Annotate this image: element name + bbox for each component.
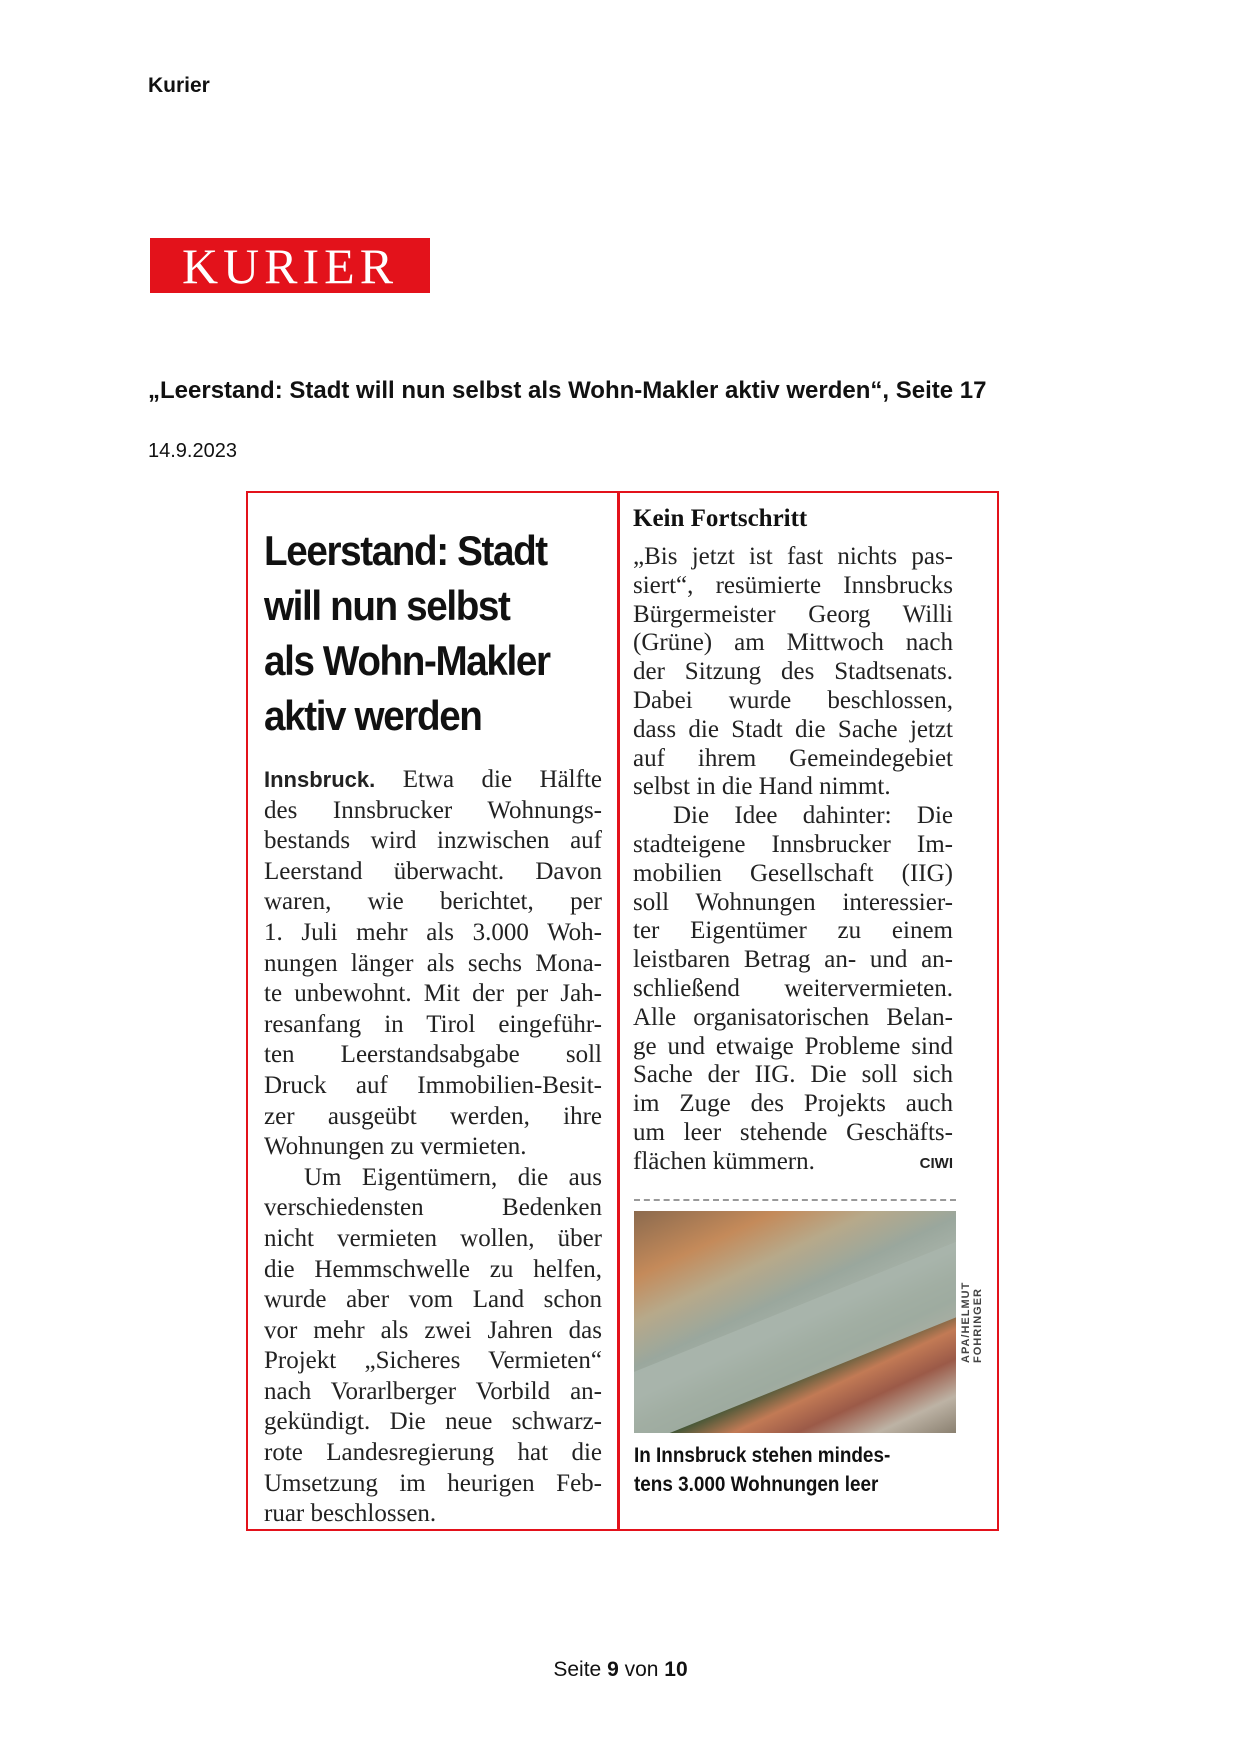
- body-line: [633, 946, 953, 975]
- body-line-text: Umsetzung im heurigen Feb-: [264, 1469, 602, 1497]
- body-line-text: nungen länger als sechs Mona-: [264, 949, 602, 977]
- body-line: [264, 1010, 602, 1041]
- body-line-text: gekündigt. Die neue schwarz-: [264, 1408, 602, 1436]
- body-line: [633, 745, 953, 774]
- body-line: [264, 887, 602, 918]
- headline-line: aktiv werden: [264, 692, 482, 739]
- body-line-text: ten Leerstandsabgabe soll: [264, 1041, 602, 1069]
- article-right-column: [617, 491, 999, 1531]
- current-page: 9: [607, 1658, 619, 1681]
- body-line: [264, 1255, 602, 1286]
- body-line-text: Um Eigentümern, die aus: [304, 1163, 602, 1191]
- body-line-text: um leer stehende Geschäfts-: [633, 1118, 953, 1146]
- page-footer: [0, 1658, 1241, 1682]
- dateline: Innsbruck.: [264, 767, 376, 792]
- body-line-text: Die Idee dahinter: Die: [673, 802, 953, 830]
- document-title: „Leerstand: Stadt will nun selbst als Wohn-Makler aktiv werden“, Seite 17: [148, 377, 987, 404]
- headline-line: als Wohn-Makler: [264, 637, 550, 684]
- body-line: [633, 1090, 953, 1119]
- logo-text: KURIER: [181, 237, 399, 294]
- body-line-text: ter Eigentümer zu einem: [633, 917, 953, 945]
- body-line: [633, 1119, 953, 1148]
- body-line: [633, 773, 953, 802]
- body-line-text: flächen kümmern.: [633, 1147, 815, 1175]
- body-line: [264, 1132, 602, 1163]
- body-line: [633, 687, 953, 716]
- body-line-text: waren, wie berichtet, per: [264, 888, 602, 916]
- body-line-text: Etwa die Hälfte: [375, 766, 602, 793]
- body-line: [264, 1040, 602, 1071]
- body-line: [264, 1224, 602, 1255]
- body-line-text: leistbaren Betrag an- und an-: [633, 946, 953, 974]
- body-line: [264, 1377, 602, 1408]
- article-body-right: [633, 543, 953, 1177]
- body-line-text: Alle organisatorischen Belan-: [633, 1003, 953, 1031]
- body-line: [633, 629, 953, 658]
- body-line-text: im Zuge des Projekts auch: [633, 1090, 953, 1118]
- body-line: [633, 658, 953, 687]
- body-line: [264, 1102, 602, 1133]
- body-line-text: ge und etwaige Probleme sind: [633, 1032, 953, 1060]
- body-line-text: siert“, resümierte Innsbrucks: [633, 571, 953, 599]
- article-subhead: Kein Fortschritt: [633, 505, 808, 532]
- body-line: [264, 765, 602, 796]
- caption-line: tens 3.000 Wohnungen leer: [634, 1473, 879, 1496]
- body-line-text: nicht vermieten wollen, über: [264, 1224, 602, 1252]
- body-line-text: soll Wohnungen interessier-: [633, 888, 953, 916]
- body-line-text: dass die Stadt die Sache jetzt: [633, 715, 953, 743]
- body-line: [633, 975, 953, 1004]
- body-line-text: te unbewohnt. Mit der per Jah-: [264, 980, 602, 1008]
- innsbruck-aerial-photo: [634, 1211, 956, 1433]
- body-line-text: die Hemmschwelle zu helfen,: [264, 1255, 602, 1283]
- body-line-text: wurde aber vom Land schon: [264, 1286, 602, 1314]
- headline-line: Leerstand: Stadt: [264, 527, 547, 574]
- body-line: [264, 918, 602, 949]
- river-shape: [634, 1230, 956, 1433]
- body-line: [264, 1316, 602, 1347]
- total-pages: 10: [664, 1658, 688, 1681]
- body-line: [264, 1407, 602, 1438]
- body-line: [633, 543, 953, 572]
- body-line: [264, 1071, 602, 1102]
- body-line-text: selbst in die Hand nimmt.: [633, 773, 891, 801]
- headline-line: will nun selbst: [264, 582, 510, 629]
- body-line-text: zer ausgeübt werden, ihre: [264, 1102, 602, 1130]
- body-line-text: ruar beschlossen.: [264, 1500, 437, 1528]
- body-line-text: (Grüne) am Mittwoch nach: [633, 629, 953, 657]
- body-line-text: Leerstand überwacht. Davon: [264, 857, 602, 885]
- body-line-text: vor mehr als zwei Jahren das: [264, 1316, 602, 1344]
- body-line: [264, 1438, 602, 1469]
- body-line: [264, 1346, 602, 1377]
- body-line: [633, 572, 953, 601]
- body-line-text: rote Landesregierung hat die: [264, 1439, 602, 1467]
- body-line: [264, 826, 602, 857]
- document-date: 14.9.2023: [148, 440, 237, 462]
- photo-credit: APA/HELMUT FOHRINGER: [960, 1281, 984, 1363]
- body-line: [264, 1469, 602, 1500]
- body-line: [633, 1004, 953, 1033]
- body-line: [264, 1163, 602, 1194]
- body-line-text: verschiedensten Bedenken: [264, 1194, 602, 1222]
- body-line-text: auf ihrem Gemeindegebiet: [633, 744, 953, 772]
- body-line-text: Bürgermeister Georg Willi: [633, 600, 953, 628]
- divider: [634, 1199, 956, 1201]
- body-line-text: Dabei wurde beschlossen,: [633, 686, 953, 714]
- body-line: [264, 949, 602, 980]
- body-line: [633, 860, 953, 889]
- body-line-text: schließend weitervermieten.: [633, 974, 953, 1002]
- body-line-text: mobilien Gesellschaft (IIG): [633, 859, 953, 887]
- source-label: Kurier: [148, 74, 210, 97]
- body-line-text: Wohnungen zu vermieten.: [264, 1133, 527, 1161]
- body-line: [264, 1193, 602, 1224]
- kurier-logo: [150, 238, 430, 293]
- body-line: [264, 796, 602, 827]
- body-line-text: Druck auf Immobilien-Besit-: [264, 1071, 602, 1099]
- author-initials: CIWI: [919, 1154, 953, 1172]
- photo-caption: [634, 1441, 890, 1499]
- body-line: [633, 716, 953, 745]
- body-line: [264, 1285, 602, 1316]
- body-line: [264, 979, 602, 1010]
- body-line-text: resanfang in Tirol eingeführ-: [264, 1010, 602, 1038]
- footer-middle: von: [618, 1658, 665, 1681]
- article-left-column: [246, 491, 620, 1531]
- body-line-text: nach Vorarlberger Vorbild an-: [264, 1377, 602, 1405]
- body-line: [633, 831, 953, 860]
- article-body-left: [264, 765, 602, 1530]
- body-line-text: Projekt „Sicheres Vermieten“: [264, 1347, 602, 1375]
- body-line-text: stadteigene Innsbrucker Im-: [633, 830, 953, 858]
- body-line-text: Sache der IIG. Die soll sich: [633, 1061, 953, 1089]
- body-line: [633, 917, 953, 946]
- body-line-text: bestands wird inzwischen auf: [264, 827, 602, 855]
- body-line-text: „Bis jetzt ist fast nichts pas-: [633, 543, 953, 570]
- body-line-text: 1. Juli mehr als 3.000 Woh-: [264, 918, 602, 946]
- body-line-text: des Innsbrucker Wohnungs-: [264, 796, 602, 824]
- body-line: [633, 601, 953, 630]
- footer-prefix: Seite: [553, 1658, 608, 1681]
- body-line: [264, 857, 602, 888]
- body-line: [633, 1033, 953, 1062]
- body-line: [633, 802, 953, 831]
- body-line: [633, 889, 953, 918]
- body-line: [633, 1061, 953, 1090]
- caption-line: In Innsbruck stehen mindes-: [634, 1444, 891, 1467]
- body-line: [633, 1148, 953, 1177]
- article-headline: [264, 523, 550, 743]
- body-line-text: der Sitzung des Stadtsenats.: [633, 658, 953, 686]
- body-line: [264, 1499, 602, 1530]
